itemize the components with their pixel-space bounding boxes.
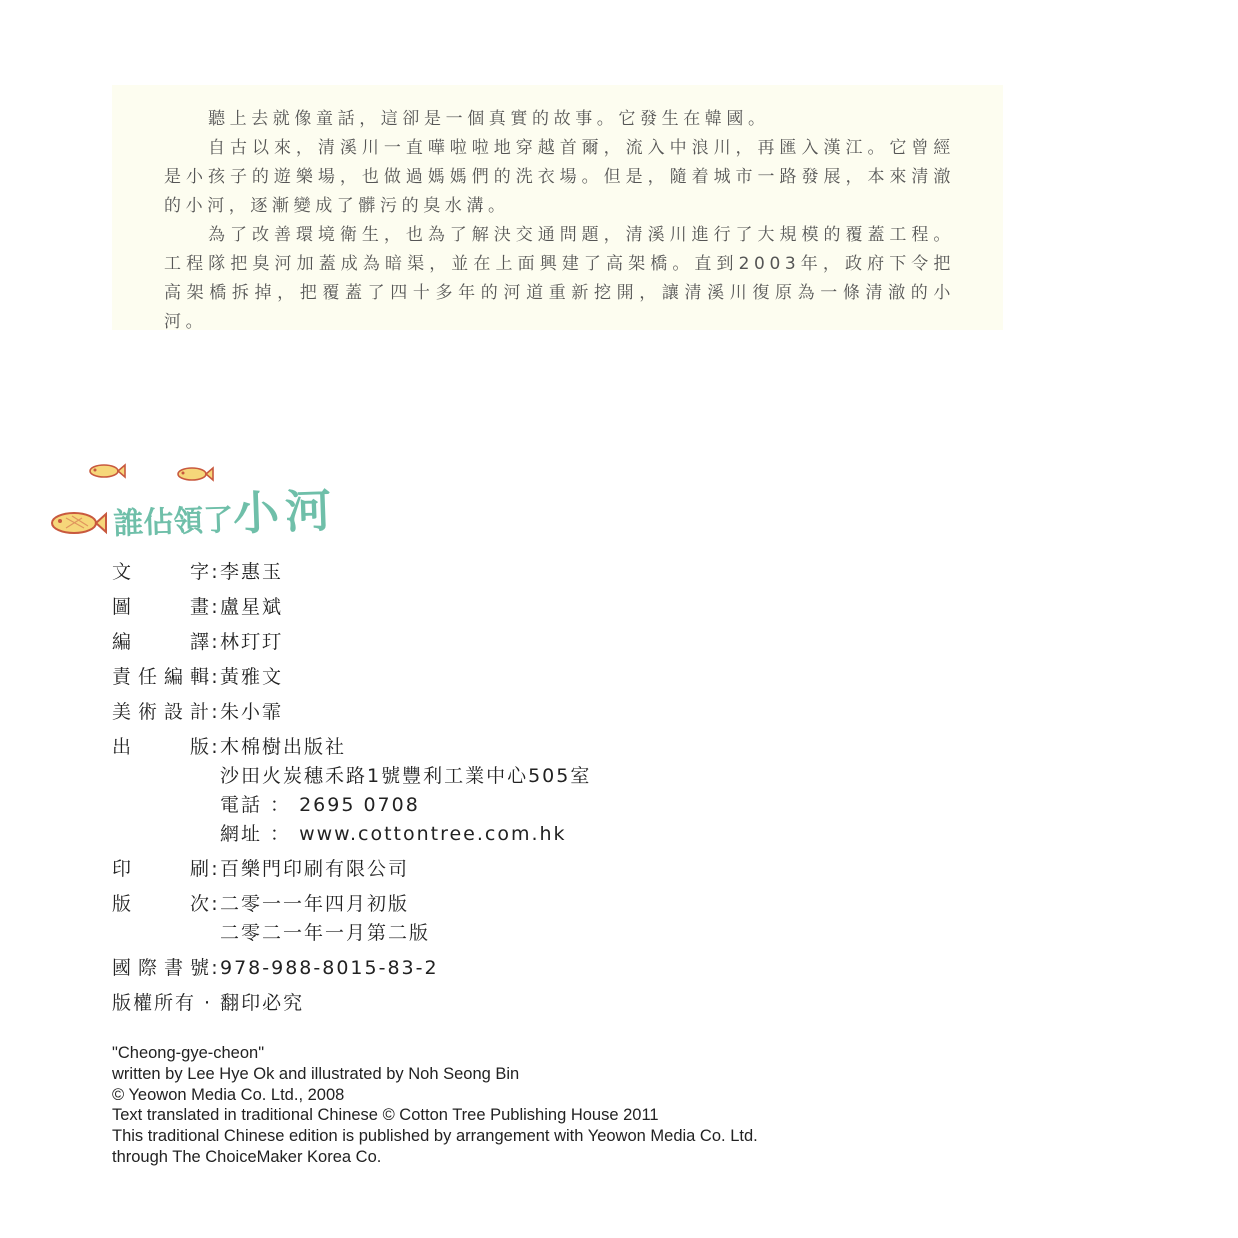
fish-icon — [52, 513, 106, 533]
credit-value: 李惠玉 — [220, 561, 284, 583]
english-line: written by Lee Hye Ok and illustrated by Noh Seong Bin — [112, 1064, 520, 1083]
credit-colon: : — [211, 596, 218, 618]
title-part-1: 誰佔領了 — [112, 502, 234, 542]
credit-label: 印刷 — [112, 858, 209, 880]
credit-row — [112, 593, 591, 622]
story-paragraph: 聽上去就像童話，這卻是一個真實的故事。它發生在韓國。 — [208, 109, 770, 129]
credit-value: 朱小霏 — [220, 701, 284, 723]
credit-colon: : — [211, 561, 218, 583]
credit-value: 二零一一年四月初版 — [220, 893, 410, 915]
title-part-2: 小河 — [232, 483, 338, 541]
story-paragraph: 自古以來，清溪川一直嘩啦啦地穿越首爾，流入中浪川，再匯入漢江。它曾經是小孩子的遊樂場，也做過媽媽們的洗衣場。但是，隨着城市一路發展，本來清澈的小河，逐漸變成了髒污的臭水溝。 — [164, 138, 955, 216]
english-line: This traditional Chinese edition is published by arrangement with Yeowon Media Co. Ltd. — [112, 1127, 758, 1146]
book-title-logo — [112, 474, 338, 548]
credit-label: 文字 — [112, 561, 209, 583]
credit-label: 國際書號 — [112, 957, 209, 979]
credit-value: 百樂門印刷有限公司 — [220, 858, 410, 880]
credit-colon: : — [211, 666, 218, 688]
credit-value: 黃雅文 — [220, 666, 284, 688]
fish-icon — [90, 465, 125, 477]
credit-label: 出版 — [112, 736, 209, 758]
credit-label: 編譯 — [112, 631, 209, 653]
credit-row — [112, 628, 591, 657]
credit-row — [112, 733, 591, 849]
credit-label: 版次 — [112, 893, 209, 915]
english-line: Text translated in traditional Chinese © Cotton Tree Publishing House 2011 — [112, 1106, 659, 1125]
credit-label: 責任編輯 — [112, 666, 209, 688]
credit-row — [112, 663, 591, 692]
english-line: © Yeowon Media Co. Ltd., 2008 — [112, 1085, 345, 1104]
credit-value: 網址 ： www.cottontree.com.hk — [220, 823, 567, 845]
rights-notice: 版權所有 · 翻印必究 — [112, 992, 305, 1014]
credit-value: 盧星斌 — [220, 596, 284, 618]
credit-value: 沙田火炭穗禾路1號豐利工業中心505室 — [220, 765, 592, 787]
credit-row — [112, 698, 591, 727]
credits-list — [112, 558, 591, 1024]
credit-value: 二零二一年一月第二版 — [220, 922, 431, 944]
credit-colon: : — [211, 701, 218, 723]
credit-colon: : — [211, 858, 218, 880]
credit-colon: : — [211, 736, 218, 758]
credit-row — [112, 558, 591, 587]
credit-colon: : — [211, 631, 218, 653]
credit-value: 木棉樹出版社 — [220, 736, 347, 758]
credit-colon: : — [211, 893, 218, 915]
story-paragraph: 為了改善環境衛生，也為了解決交通問題，清溪川進行了大規模的覆蓋工程。工程隊把臭河加蓋成為暗渠，並在上面興建了高架橋。直到2003年，政府下令把高架橋拆掉，把覆蓋了四十多年的河道重新挖開，讓清溪川復原為一條清澈的小河。 — [164, 225, 955, 332]
credit-label: 圖畫 — [112, 596, 209, 618]
credit-row — [112, 954, 591, 983]
english-line: "Cheong-gye-cheon" — [112, 1044, 265, 1062]
credit-colon: : — [211, 957, 218, 979]
credit-row — [112, 890, 591, 948]
credit-value: 電話 ： 2695 0708 — [220, 794, 420, 816]
credit-row — [112, 855, 591, 884]
credit-value: 林玎玎 — [220, 631, 284, 653]
english-copyright — [112, 1043, 758, 1168]
credit-label: 美術設計 — [112, 701, 209, 723]
credit-value: 978-988-8015-83-2 — [220, 957, 439, 979]
english-line: through The ChoiceMaker Korea Co. — [112, 1147, 382, 1166]
story-text-box — [112, 85, 1003, 330]
